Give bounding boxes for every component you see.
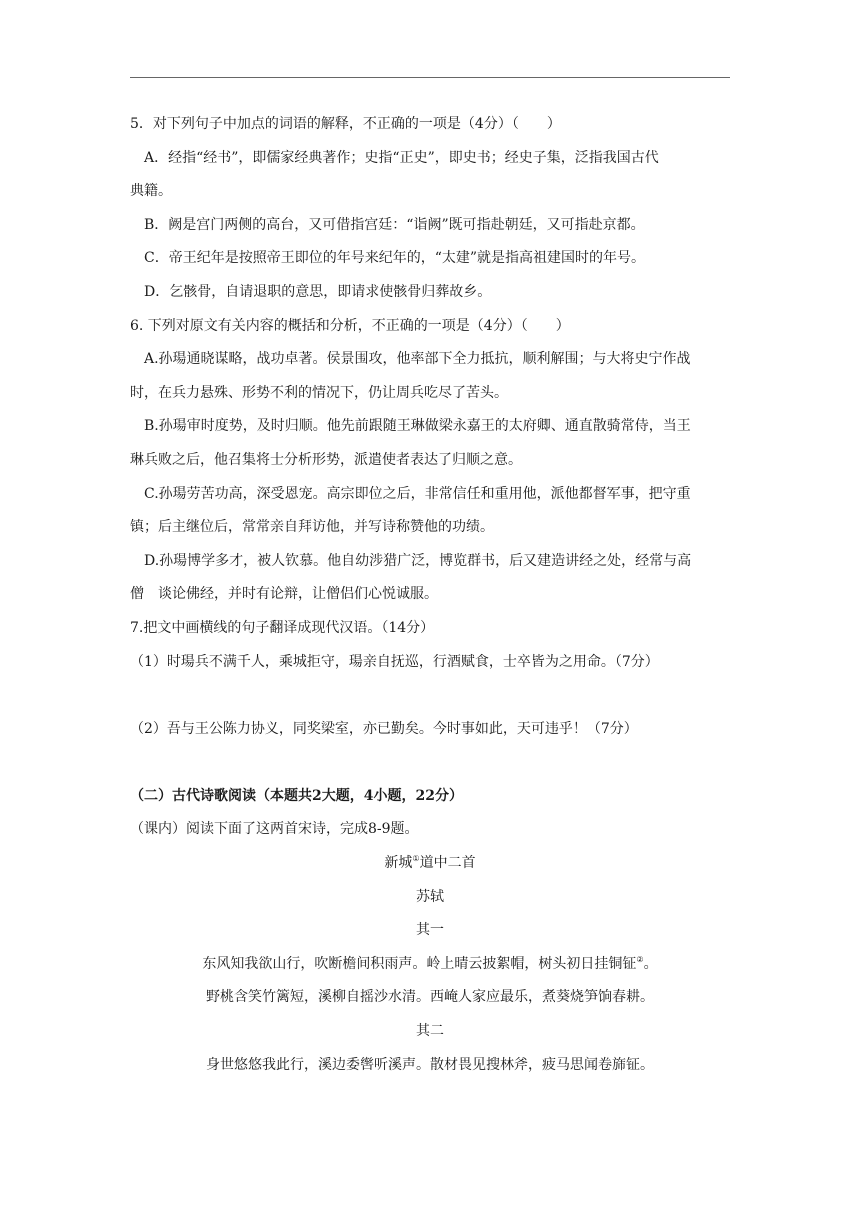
poem bbox=[130, 847, 730, 1082]
document-body bbox=[130, 108, 730, 1082]
q7-sentence-2: （2）吾与王公陈力协义，同奖梁室，亦已勤矣。今时事如此，天可违乎！（7分） bbox=[130, 720, 638, 737]
poem-line-end: 。 bbox=[643, 955, 658, 972]
question-6 bbox=[130, 310, 730, 612]
q6-stem: 6. 下列对原文有关内容的概括和分析，不正确的一项是（4分）（ ） bbox=[130, 317, 570, 334]
section-heading: （二）古代诗歌阅读（本题共2大题，4小题，22分） bbox=[130, 787, 463, 804]
q5-option-a-line2: 典籍。 bbox=[130, 183, 172, 200]
q6-option-a-line2: 时，在兵力悬殊、形势不利的情况下，仍让周兵吃尽了苦头。 bbox=[130, 384, 508, 401]
q6-option-c-line2: 镇；后主继位后，常常亲自拜访他，并写诗称赞他的功绩。 bbox=[130, 519, 494, 536]
poem-title-main: 新城 bbox=[384, 855, 413, 872]
poem-line-text: 东风知我欲山行，吹断檐间积雨声。岭上晴云披絮帽，树头初日挂铜钲 bbox=[202, 955, 637, 972]
poem-part-1-line-2: 野桃含笑竹篱短，溪柳自摇沙水清。西崦人家应最乐，煮葵烧笋饷春耕。 bbox=[206, 989, 654, 1006]
q6-option-a-line1: A.孙瑒通晓谋略，战功卓著。侯景围攻，他率部下全力抵抗，顺利解围；与大将史宁作战 bbox=[144, 351, 691, 368]
poem-part-1-label: 其一 bbox=[416, 922, 444, 939]
q5-option-c: C．帝王纪年是按照帝王即位的年号来纪年的，“太建”就是指高祖建国时的年号。 bbox=[144, 250, 646, 267]
header-rule bbox=[130, 77, 730, 78]
question-7 bbox=[130, 612, 730, 780]
footnote-marker: ② bbox=[636, 954, 644, 964]
poem-part-1-line-1 bbox=[130, 948, 730, 982]
q5-stem: 5．对下列句子中加点的词语的解释，不正确的一项是（4分）（ ） bbox=[130, 116, 561, 132]
q7-stem: 7.把文中画横线的句子翻译成现代汉语。（14分） bbox=[130, 619, 435, 636]
section-intro: （课内）阅读下面了这两首宋诗，完成8-9题。 bbox=[130, 821, 419, 838]
poem-title bbox=[130, 847, 730, 881]
poem-part-2-line-1: 身世悠悠我此行，溪边委辔听溪声。散材畏见搜林斧，疲马思闻卷旆钲。 bbox=[206, 1056, 654, 1073]
answer-space bbox=[130, 746, 730, 780]
q5-option-d: D．乞骸骨，自请退职的意思，即请求使骸骨归葬故乡。 bbox=[144, 283, 492, 300]
q5-option-b: B．阙是宫门两侧的高台，又可借指宫廷：“诣阙”既可指赴朝廷，又可指赴京都。 bbox=[144, 216, 645, 233]
q6-option-b-line2: 琳兵败之后，他召集将士分析形势，派遣使者表达了归顺之意。 bbox=[130, 451, 522, 468]
q7-sentence-1: （1）时瑒兵不满千人，乘城拒守，瑒亲自抚巡，行酒赋食，士卒皆为之用命。（7分） bbox=[130, 653, 659, 670]
q5-option-a-line1: A．经指“经书”，即儒家经典著作；史指“正史”，即史书；经史子集，泛指我国古代 bbox=[144, 149, 659, 166]
poem-part-2-label: 其二 bbox=[416, 1023, 444, 1040]
q6-option-c-line1: C.孙瑒劳苦功高，深受恩宠。高宗即位之后，非常信任和重用他，派他都督军事，把守重 bbox=[144, 485, 691, 502]
poem-author: 苏轼 bbox=[416, 888, 444, 905]
section-2 bbox=[130, 780, 730, 847]
answer-space bbox=[130, 679, 730, 713]
poem-title-rest: 道中二首 bbox=[419, 855, 476, 872]
q6-option-b-line1: B.孙瑒审时度势，及时归顺。他先前跟随王琳做梁永嘉王的太府卿、通直散骑常侍，当王 bbox=[144, 418, 691, 435]
question-5 bbox=[130, 108, 730, 310]
q6-option-d-line1: D.孙瑒博学多才，被人钦慕。他自幼涉猎广泛，博览群书，后又建造讲经之处，经常与高 bbox=[144, 552, 692, 569]
q6-option-d-line2: 僧 谈论佛经，并时有论辩，让僧侣们心悦诚服。 bbox=[130, 586, 438, 603]
footnote-marker: ① bbox=[412, 854, 420, 864]
